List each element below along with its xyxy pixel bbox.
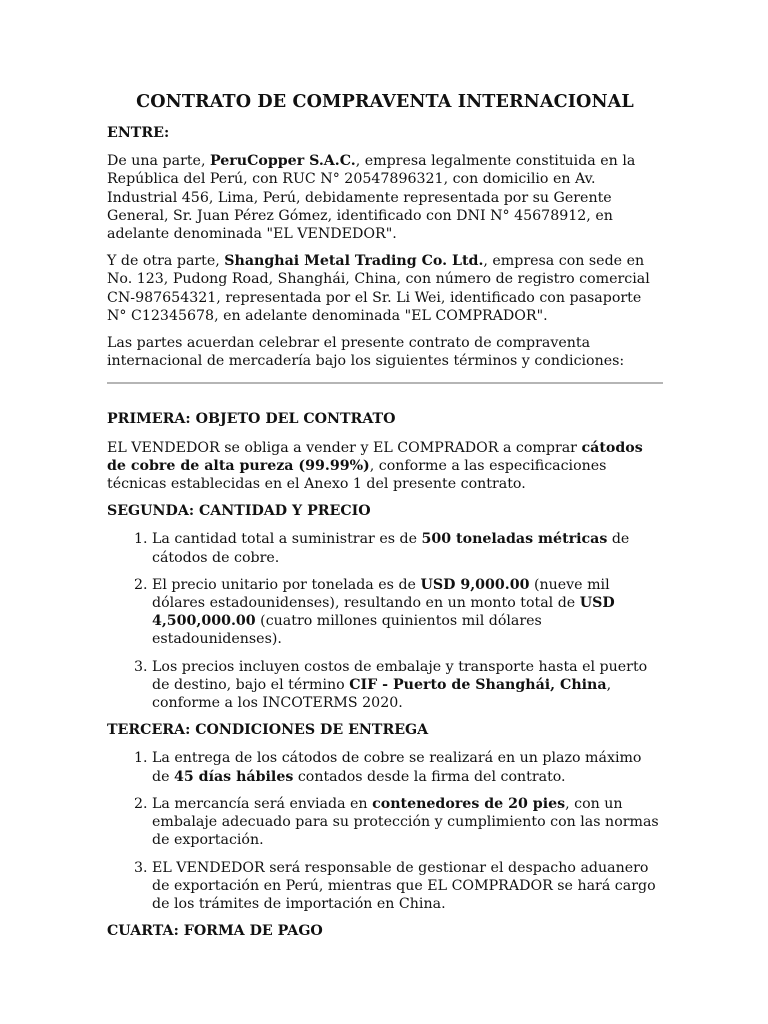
segunda-list xyxy=(107,530,663,712)
segunda-item-3-bold: CIF - Puerto de Shanghái, China xyxy=(349,676,607,693)
seller-name: PeruCopper S.A.C. xyxy=(209,153,356,170)
segunda-item-1-pre: La cantidad total a suministrar es de xyxy=(152,531,422,548)
tercera-item-1 xyxy=(152,749,663,785)
entre-heading: ENTRE: xyxy=(107,125,170,141)
segunda-item-2-pre: El precio unitario por tonelada es de xyxy=(152,576,421,593)
section-divider xyxy=(107,382,663,384)
seller-paragraph xyxy=(107,152,663,243)
tercera-item-1-bold: 45 días hábiles xyxy=(174,768,294,785)
segunda-item-2 xyxy=(152,576,663,649)
buyer-details: , empresa con sede en No. 123, Pudong Road, Shanghái, China, con número de registro comercial CN-987654321, representada por el Sr. Li Wei, identificado con pasaporte N° C12345678, en adelante denominada "EL COMPRADOR". xyxy=(107,253,650,324)
segunda-item-1-bold: 500 toneladas métricas xyxy=(421,531,608,548)
tercera-item-2-bold: contenedores de 20 pies xyxy=(372,795,566,812)
contract-body xyxy=(107,91,663,950)
segunda-item-2-post: (cuatro millones quinientos mil dólares estadounidenses). xyxy=(152,613,542,648)
agreement-paragraph: Las partes acuerdan celebrar el presente contrato de compraventa internacional de mercadería bajo los siguientes términos y condiciones: xyxy=(107,335,625,370)
tercera-heading: TERCERA: CONDICIONES DE ENTREGA xyxy=(107,722,429,739)
primera-text-bold: cátodos de cobre de alta pureza (99.99%) xyxy=(107,439,643,474)
tercera-item-3: 3. EL VENDEDOR será responsable de gestionar el despacho aduanero de exportación en Perú, mientras que EL COMPRADOR se hará cargo de los trámites de importación en China. xyxy=(152,859,663,914)
buyer-name: Shanghai Metal Trading Co. Ltd. xyxy=(224,253,484,270)
tercera-item-2 xyxy=(152,795,663,850)
primera-text-post: , conforme a las especificaciones técnicas establecidas en el Anexo 1 del presente contrato. xyxy=(107,457,607,493)
cuarta-heading: CUARTA: FORMA DE PAGO xyxy=(107,923,323,940)
tercera-item-1-post: contados desde la firma del contrato. xyxy=(293,768,566,785)
buyer-intro: Y de otra parte, xyxy=(107,253,225,270)
primera-text-pre: EL VENDEDOR se obliga a vender y EL COMPRADOR a comprar xyxy=(107,439,582,456)
contract-title: CONTRATO DE COMPRAVENTA INTERNACIONAL xyxy=(136,91,634,112)
segunda-item-2-mid: (nueve mil dólares estadounidenses), resultando en un monto total de xyxy=(152,576,610,612)
buyer-paragraph xyxy=(107,252,663,325)
tercera-item-1-pre: La entrega de los cátodos de cobre se realizará en un plazo máximo de xyxy=(152,750,642,785)
segunda-item-2-bold-2: USD 4,500,000.00 xyxy=(152,595,615,630)
primera-paragraph xyxy=(107,439,663,494)
segunda-item-1 xyxy=(152,530,663,566)
segunda-item-3 xyxy=(152,658,663,713)
segunda-item-3-pre: Los precios incluyen costos de embalaje y transporte hasta el puerto de destino, bajo el término xyxy=(152,658,648,693)
primera-heading: PRIMERA: OBJETO DEL CONTRATO xyxy=(107,411,396,428)
seller-intro: De una parte, xyxy=(107,153,210,170)
tercera-item-2-pre: La mercancía será enviada en xyxy=(152,795,373,812)
segunda-item-1-post: de cátodos de cobre. xyxy=(152,531,630,566)
tercera-list xyxy=(107,749,663,913)
tercera-item-2-post: , con un embalaje adecuado para su protección y cumplimiento con las normas de exportación. xyxy=(152,795,659,849)
segunda-item-3-post: , conforme a los INCOTERMS 2020. xyxy=(152,676,612,712)
segunda-item-2-bold-1: USD 9,000.00 xyxy=(420,576,530,593)
segunda-heading: SEGUNDA: CANTIDAD Y PRECIO xyxy=(107,503,371,520)
seller-details: , empresa legalmente constituida en la República del Perú, con RUC N° 20547896321, con domicilio en Av. Industrial 456, Lima, Perú, debidamente representada por su Gerente General, Sr. Juan Pérez Gómez, identificado con DNI N° 45678912, en adelante denominada "EL VENDEDOR". xyxy=(107,153,636,243)
